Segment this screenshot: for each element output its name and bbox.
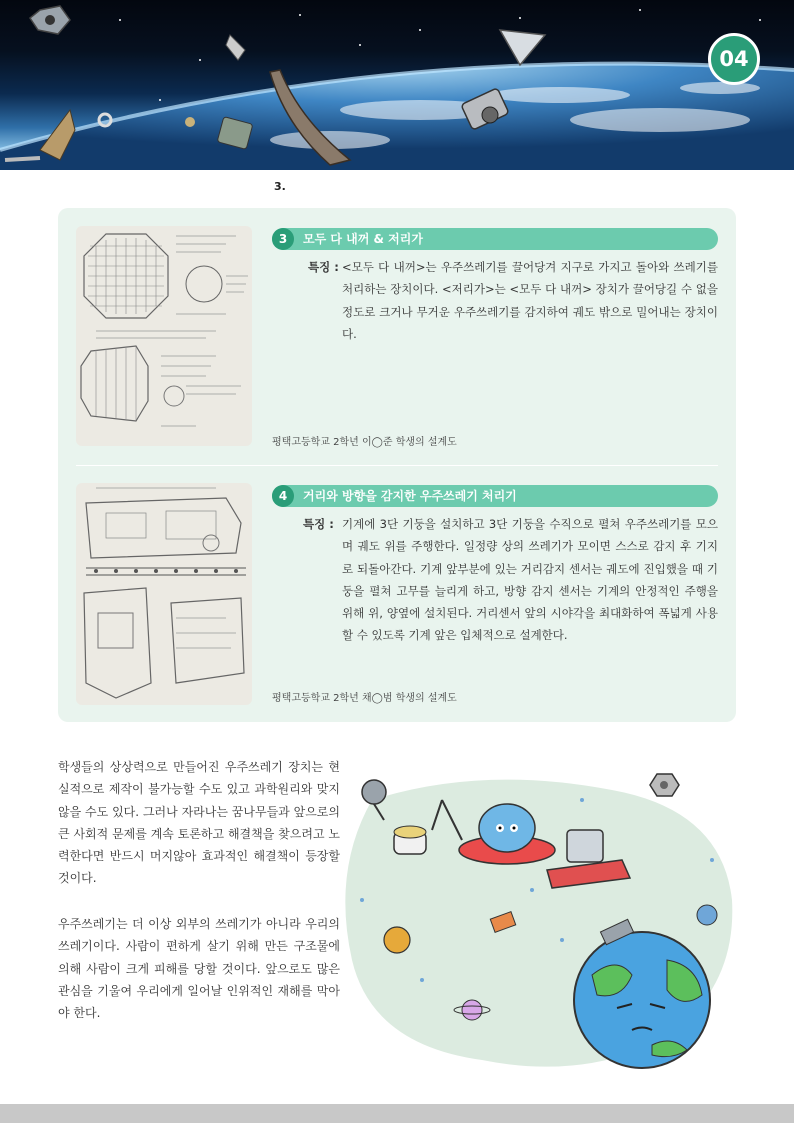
earth-orbit-illustration <box>0 0 794 170</box>
design-3-feature-label: 특징 : <box>308 260 339 274</box>
design-sketch-1 <box>76 226 252 446</box>
body-paragraph-2: 우주쓰레기는 더 이상 외부의 쓰레기가 아니라 우리의 쓰레기이다. 사람이 편하게 살기 위해 만든 구조물에 의해 사람이 크게 피해를 당할 것이다. 앞으로도 많은 관심을 기울여 우리에게 일어날 인위적인 재해를 막아야 한다. <box>58 917 340 1021</box>
section-label: 3. <box>274 180 286 193</box>
design-4-title: 거리와 방향을 감지한 우주쓰레기 처리기 <box>303 489 517 503</box>
space-debris-banner <box>0 0 794 170</box>
design-4-feature-label: 특징 : <box>303 517 334 531</box>
footer-bar <box>0 1104 794 1123</box>
design-3-feature-text: <모두 다 내꺼>는 우주쓰레기를 끌어당겨 지구로 가지고 돌아와 쓰레기를 처리하는 장치이다. <저리가>는 <모두 다 내꺼> 장치가 끌어당길 수 없을 정도로 크거나 무거운 우주쓰레기를 감지하여 궤도 밖으로 밀어내는 장치이다. <box>342 260 718 341</box>
design-3-title-bar <box>272 228 718 250</box>
design-3-credit: 평택고등학교 2학년 이◯준 학생의 설계도 <box>272 437 457 448</box>
page-number-badge: 04 <box>708 33 760 85</box>
design-4-credit: 평택고등학교 2학년 채◯범 학생의 설계도 <box>272 693 457 704</box>
cartoon-illustration <box>332 760 742 1080</box>
design-4-title-bar <box>272 485 718 507</box>
card-divider <box>76 465 718 466</box>
design-4-feature-text: 기계에 3단 기둥을 설치하고 3단 기둥을 수직으로 펼쳐 우주쓰레기를 모으며 궤도 위를 주행한다. 일정량 상의 쓰레기가 모이면 스스로 감지 후 기지로 되돌아간다. 기계 앞부분에 있는 거리감지 센서는 궤도에 진입했을 때 기둥을 펼쳐 고무를 늘리게 하고, 방향 감지 센서는 기계의 안정적인 주행을 위해 위, 양옆에 설치된다. 거리센서 앞의 시야각을 최대화하여 폭넓게 사용할 수 있도록 기계 앞은 입체적으로 설계한다. <box>342 517 718 643</box>
design-sketch-2 <box>76 483 252 705</box>
body-paragraph-1: 학생들의 상상력으로 만들어진 우주쓰레기 장치는 현실적으로 제작이 불가능할 수도 있고 과학원리와 맞지 않을 수도 있다. 그러나 자라나는 꿈나무들과 앞으로의 큰 사회적 문제를 계속 토론하고 해결책을 찾으려고 노력한다면 반드시 머지않아 효과적인 해결책이 등장할 것이다. <box>58 760 340 886</box>
design-3-number: 3 <box>272 228 294 250</box>
design-3-title: 모두 다 내꺼 & 저리가 <box>303 232 423 246</box>
design-4-number: 4 <box>272 485 294 507</box>
